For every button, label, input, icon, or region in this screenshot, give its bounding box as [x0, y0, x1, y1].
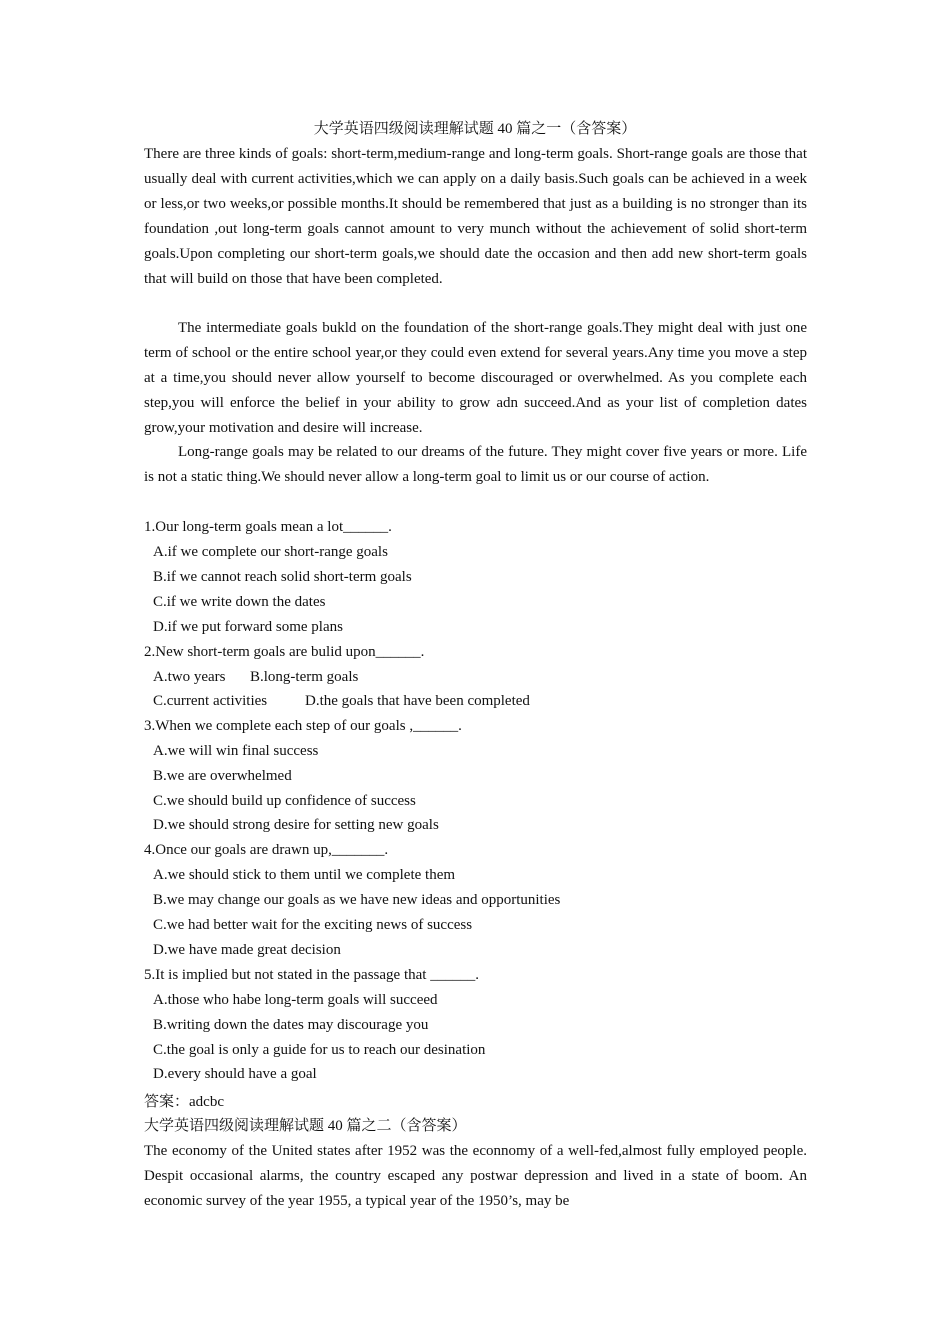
question-2-stem: 2.New short-term goals are bulid upon______. [144, 644, 425, 660]
question-1-stem: 1.Our long-term goals mean a lot______. [144, 519, 392, 535]
question-2-options-row-1 [153, 669, 358, 686]
passage-1-paragraph-1: There are three kinds of goals: short-term,medium-range and long-term goals. Short-range goals are those that usually deal with current activities,which we can apply on a daily basis.Such goals can be achieved in a week or less,or two weeks,or possible months.It should be remembered that just as a building is no stronger than its foundation ,out long-term goals cannot amount to very munch without the achievement of solid short-term goals.Upon completing our short-term goals,we should date the occasion and then add new short-term goals that will build on those that have been completed. [144, 146, 807, 287]
question-5-option-a: A.those who habe long-term goals will succeed [153, 992, 438, 1008]
passage-2-title: 大学英语四级阅读理解试题 40 篇之二（含答案） [144, 1118, 467, 1134]
passage-2-paragraph-1: The economy of the United states after 1952 was the econnomy of a well-fed,almost fully employed people. Despit occasional alarms, the country escaped any postwar depression and lived in a state of boom. An economic survey of the year 1955, a typical year of the 1950’s, may be [144, 1143, 807, 1209]
question-3-option-c: C.we should build up confidence of success [153, 793, 416, 809]
question-3-stem: 3.When we complete each step of our goals ,______. [144, 718, 462, 734]
passage-1-paragraph-2: The intermediate goals bukld on the foundation of the short-range goals.They might deal with just one term of school or the entire school year,or they could even extend for several years.Any time you move a step at a time,you should never allow yourself to become discouraged or overwhelmed. As you complete each step,you will enforce the belief in your ability to grow adn succeed.And as your list of completion dates grow,your motivation and desire will increase. [144, 320, 807, 436]
answer-key: 答案：adcbc [144, 1094, 224, 1110]
question-1-option-c: C.if we write down the dates [153, 594, 326, 610]
passage-1-paragraph-3: Long-range goals may be related to our dreams of the future. They might cover five years or more. Life is not a static thing.We should never allow a long-term goal to limit us or our course of action. [144, 444, 807, 485]
question-5-option-d: D.every should have a goal [153, 1066, 317, 1082]
question-4-stem: 4.Once our goals are drawn up,_______. [144, 842, 389, 858]
question-1-option-a: A.if we complete our short-range goals [153, 544, 388, 560]
question-5-option-b: B.writing down the dates may discourage you [153, 1017, 429, 1033]
question-1-option-b: B.if we cannot reach solid short-term goals [153, 569, 412, 585]
question-5-stem: 5.It is implied but not stated in the passage that ______. [144, 967, 479, 983]
question-1-option-d: D.if we put forward some plans [153, 619, 343, 635]
question-3-option-a: A.we will win final success [153, 743, 319, 759]
question-4-option-a: A.we should stick to them until we complete them [153, 867, 456, 883]
question-3-option-d: D.we should strong desire for setting new goals [153, 817, 439, 833]
question-4-option-c: C.we had better wait for the exciting news of success [153, 917, 473, 933]
question-4-option-d: D.we have made great decision [153, 942, 341, 958]
question-5-option-c: C.the goal is only a guide for us to reach our desination [153, 1042, 486, 1058]
question-3-option-b: B.we are overwhelmed [153, 768, 292, 784]
question-2-option-a: A.two years [153, 669, 226, 685]
question-2-options-row-2 [153, 693, 530, 710]
question-2-option-d: D.the goals that have been completed [305, 693, 530, 709]
question-4-option-b: B.we may change our goals as we have new ideas and opportunities [153, 892, 561, 908]
question-2-option-b: B.long-term goals [250, 669, 359, 685]
passage-1-title: 大学英语四级阅读理解试题 40 篇之一（含答案） [313, 121, 637, 137]
question-2-option-c: C.current activities [153, 693, 268, 709]
